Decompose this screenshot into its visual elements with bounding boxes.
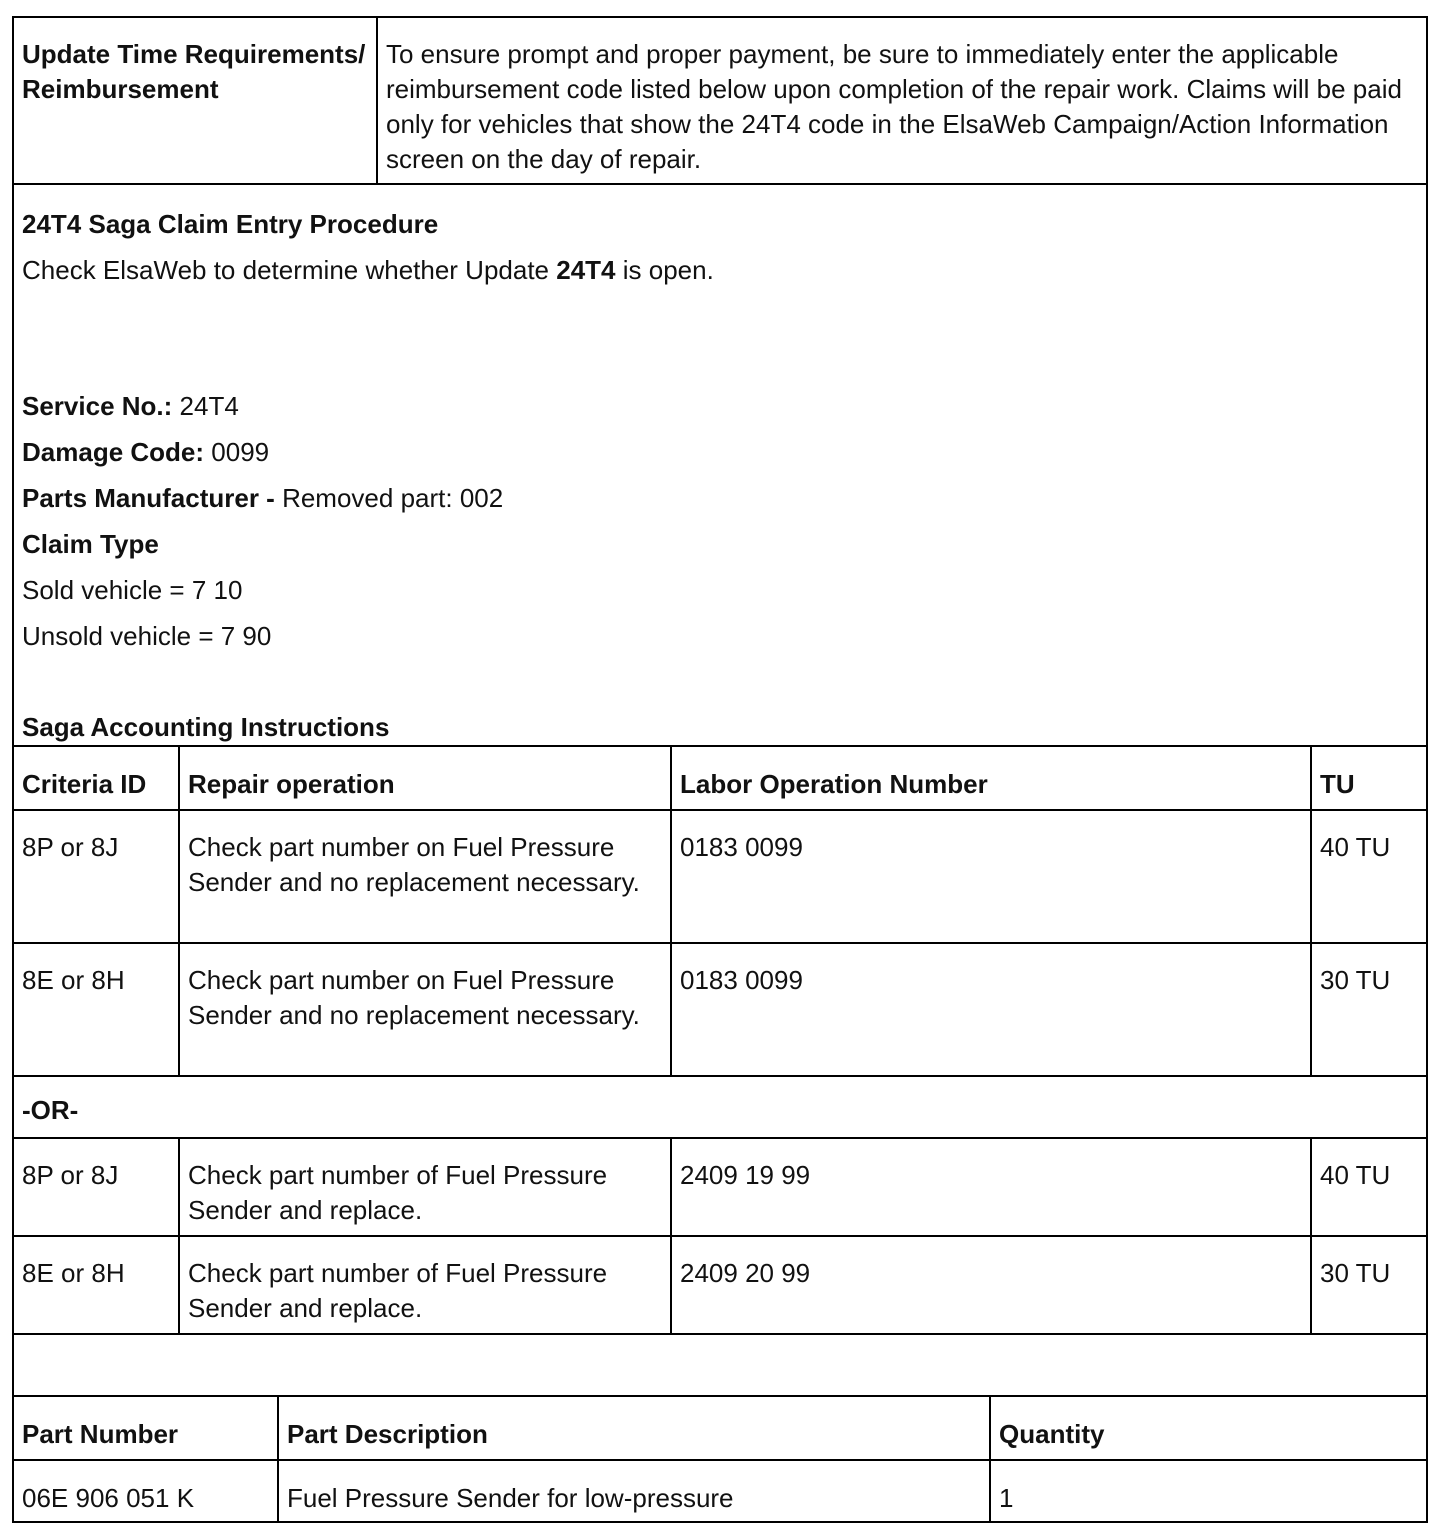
criteria-id-cell: 8P or 8J xyxy=(22,1160,119,1190)
labor-op-number-cell: 0183 0099 xyxy=(670,811,1310,942)
update-time-text: To ensure prompt and proper payment, be sure to immediately enter the applicable reimbursement code listed below upon completion of the repair work. Claims will be paid only for vehicles that show the 24T4 code in the ElsaWeb Campaign/Action Information screen on the day of repair. xyxy=(376,18,1426,183)
labor-op-number-cell: 2409 20 99 xyxy=(670,1237,1310,1333)
part-description-cell: Fuel Pressure Sender for low-pressure xyxy=(277,1461,989,1521)
tu-cell: 30 TU xyxy=(1310,1237,1426,1333)
check-code: 24T4 xyxy=(556,255,616,285)
damage-code-line xyxy=(22,429,1418,475)
sold-vehicle-line: Sold vehicle = 7 10 xyxy=(22,575,243,605)
col-quantity: Quantity xyxy=(989,1397,1426,1459)
quantity-cell: 1 xyxy=(989,1461,1426,1521)
col-criteria-id: Criteria ID xyxy=(22,769,147,799)
parts-table-header xyxy=(14,1397,1426,1461)
check-elsaweb-line xyxy=(22,247,1418,293)
col-part-description: Part Description xyxy=(277,1397,989,1459)
col-repair-operation: Repair operation xyxy=(178,747,670,809)
labor-op-number-cell: 2409 19 99 xyxy=(670,1139,1310,1235)
repair-operation-cell: Check part number of Fuel Pressure Sender and replace. xyxy=(178,1139,670,1235)
criteria-id-cell: 8E or 8H xyxy=(22,965,125,995)
criteria-id-cell: 8E or 8H xyxy=(22,1258,125,1288)
claim-type-label: Claim Type xyxy=(22,529,159,559)
col-labor-op-number: Labor Operation Number xyxy=(670,747,1310,809)
repair-operation-cell: Check part number of Fuel Pressure Sender and replace. xyxy=(178,1237,670,1333)
part-number-cell: 06E 906 051 K xyxy=(22,1483,195,1513)
service-label: Service No.: xyxy=(22,391,173,421)
damage-label: Damage Code: xyxy=(22,437,205,467)
table-row xyxy=(14,1139,1426,1237)
claim-entry-procedure xyxy=(14,185,1426,747)
procedure-title: 24T4 Saga Claim Entry Procedure xyxy=(22,209,439,239)
parts-manufacturer-line xyxy=(22,475,1418,521)
check-prefix: Check ElsaWeb to determine whether Update xyxy=(22,255,557,285)
parts-value: Removed part: 002 xyxy=(274,483,504,513)
accounting-title: Saga Accounting Instructions xyxy=(22,712,390,742)
update-time-label: Update Time Requirements/ Reimbursement xyxy=(22,39,366,104)
tu-cell: 40 TU xyxy=(1310,811,1426,942)
service-value: 24T4 xyxy=(172,391,239,421)
table-row xyxy=(14,944,1426,1077)
or-separator: -OR- xyxy=(14,1077,1426,1139)
criteria-id-cell: 8P or 8J xyxy=(22,832,119,862)
table-row xyxy=(14,1237,1426,1335)
damage-value: 0099 xyxy=(204,437,270,467)
labor-table-header xyxy=(14,747,1426,811)
tu-cell: 30 TU xyxy=(1310,944,1426,1075)
repair-operation-cell: Check part number on Fuel Pressure Sender and no replacement necessary. xyxy=(178,811,670,942)
update-time-row xyxy=(14,18,1426,185)
parts-label: Parts Manufacturer - xyxy=(22,483,275,513)
col-tu: TU xyxy=(1310,747,1426,809)
blank-row xyxy=(14,1335,1426,1397)
document-table xyxy=(12,16,1428,1523)
tu-cell: 40 TU xyxy=(1310,1139,1426,1235)
table-row xyxy=(14,811,1426,944)
check-suffix: is open. xyxy=(615,255,714,285)
col-part-number: Part Number xyxy=(22,1419,179,1449)
repair-operation-cell: Check part number on Fuel Pressure Sender and no replacement necessary. xyxy=(178,944,670,1075)
labor-op-number-cell: 0183 0099 xyxy=(670,944,1310,1075)
table-row xyxy=(14,1461,1426,1521)
service-number-line xyxy=(22,383,1418,429)
unsold-vehicle-line: Unsold vehicle = 7 90 xyxy=(22,621,272,651)
